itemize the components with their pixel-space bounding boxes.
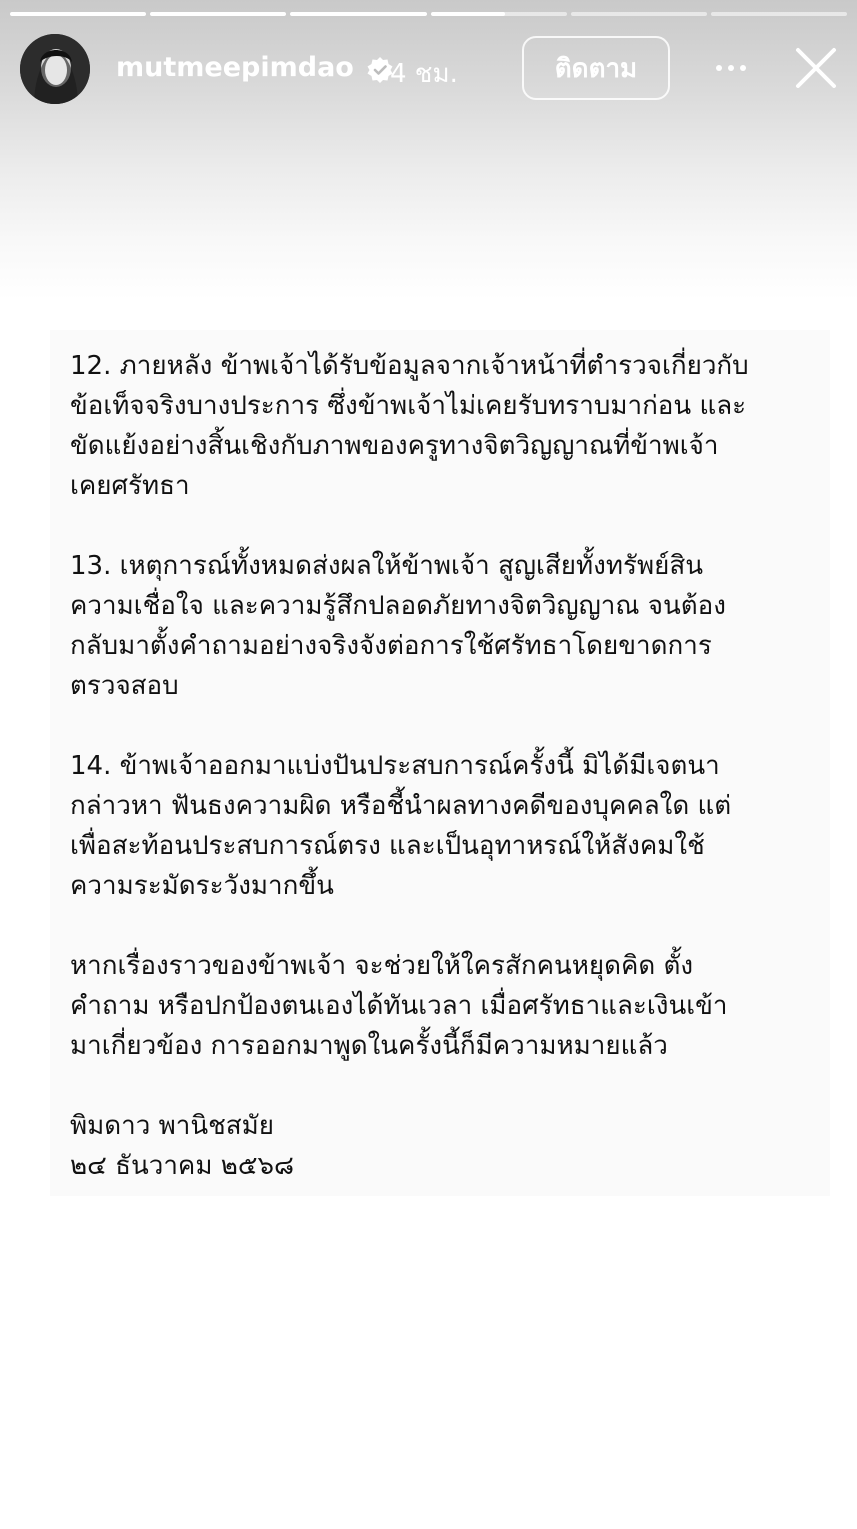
avatar[interactable] bbox=[20, 34, 90, 104]
text-line: คำถาม หรือปกป้องตนเองได้ทันเวลา เมื่อศรัทธาและเงินเข้า bbox=[70, 991, 728, 1021]
story-progress-bar bbox=[10, 12, 847, 16]
signature-date: ๒๔ ธันวาคม ๒๕๖๘ bbox=[70, 1151, 295, 1181]
progress-fill bbox=[10, 12, 146, 16]
post-time: 4 ชม. bbox=[390, 59, 458, 89]
progress-segment bbox=[571, 12, 707, 16]
progress-segment bbox=[290, 12, 426, 16]
more-options-button[interactable] bbox=[705, 48, 757, 88]
progress-fill bbox=[431, 12, 506, 16]
paragraph-14 bbox=[70, 746, 812, 906]
closing-paragraph bbox=[70, 946, 812, 1066]
text-line: มาเกี่ยวข้อง การออกมาพูดในครั้งนี้ก็มีความหมายแล้ว bbox=[70, 1031, 668, 1061]
text-line: ขัดแย้งอย่างสิ้นเชิงกับภาพของครูทางจิตวิญญาณที่ข้าพเจ้า bbox=[70, 431, 719, 461]
more-dots-icon bbox=[740, 65, 746, 71]
signature-block bbox=[70, 1106, 810, 1186]
text-line: กลับมาตั้งคำถามอย่างจริงจังต่อการใช้ศรัทธาโดยขาดการ bbox=[70, 631, 712, 661]
progress-fill bbox=[150, 12, 286, 16]
progress-fill bbox=[290, 12, 426, 16]
statement-document bbox=[50, 330, 830, 1196]
text-line: 13. เหตุการณ์ทั้งหมดส่งผลให้ข้าพเจ้า สูญเสียทั้งทรัพย์สิน bbox=[70, 551, 703, 581]
paragraph-13 bbox=[70, 546, 812, 706]
text-line: ตรวจสอบ bbox=[70, 671, 179, 701]
more-dots-icon bbox=[728, 65, 734, 71]
text-line: หากเรื่องราวของข้าพเจ้า จะช่วยให้ใครสักคนหยุดคิด ตั้ง bbox=[70, 951, 694, 981]
text-line: กล่าวหา ฟันธงความผิด หรือชี้นำผลทางคดีของบุคคลใด แต่ bbox=[70, 791, 732, 821]
signature-name: พิมดาว พานิชสมัย bbox=[70, 1111, 275, 1141]
text-line: เพื่อสะท้อนประสบการณ์ตรง และเป็นอุทาหรณ์ให้สังคมใช้ bbox=[70, 831, 705, 861]
close-icon[interactable] bbox=[792, 44, 840, 92]
text-line: ความเชื่อใจ และความรู้สึกปลอดภัยทางจิตวิญญาณ จนต้อง bbox=[70, 591, 726, 621]
text-line: เคยศรัทธา bbox=[70, 471, 190, 501]
avatar-image bbox=[20, 34, 90, 104]
progress-segment bbox=[431, 12, 567, 16]
progress-segment bbox=[10, 12, 146, 16]
text-line: ข้อเท็จจริงบางประการ ซึ่งข้าพเจ้าไม่เคยรับทราบมาก่อน และ bbox=[70, 391, 747, 421]
progress-segment bbox=[711, 12, 847, 16]
text-line: 12. ภายหลัง ข้าพเจ้าได้รับข้อมูลจากเจ้าหน้าที่ตำรวจเกี่ยวกับ bbox=[70, 351, 749, 381]
progress-segment bbox=[150, 12, 286, 16]
text-line: 14. ข้าพเจ้าออกมาแบ่งปันประสบการณ์ครั้งนี้ มิได้มีเจตนา bbox=[70, 751, 720, 781]
text-line: ความระมัดระวังมากขึ้น bbox=[70, 871, 334, 901]
username[interactable]: mutmeepimdao bbox=[116, 52, 354, 83]
follow-button[interactable]: ติดตาม bbox=[522, 36, 670, 100]
more-dots-icon bbox=[716, 65, 722, 71]
story-header bbox=[20, 34, 837, 104]
paragraph-12 bbox=[70, 346, 812, 506]
